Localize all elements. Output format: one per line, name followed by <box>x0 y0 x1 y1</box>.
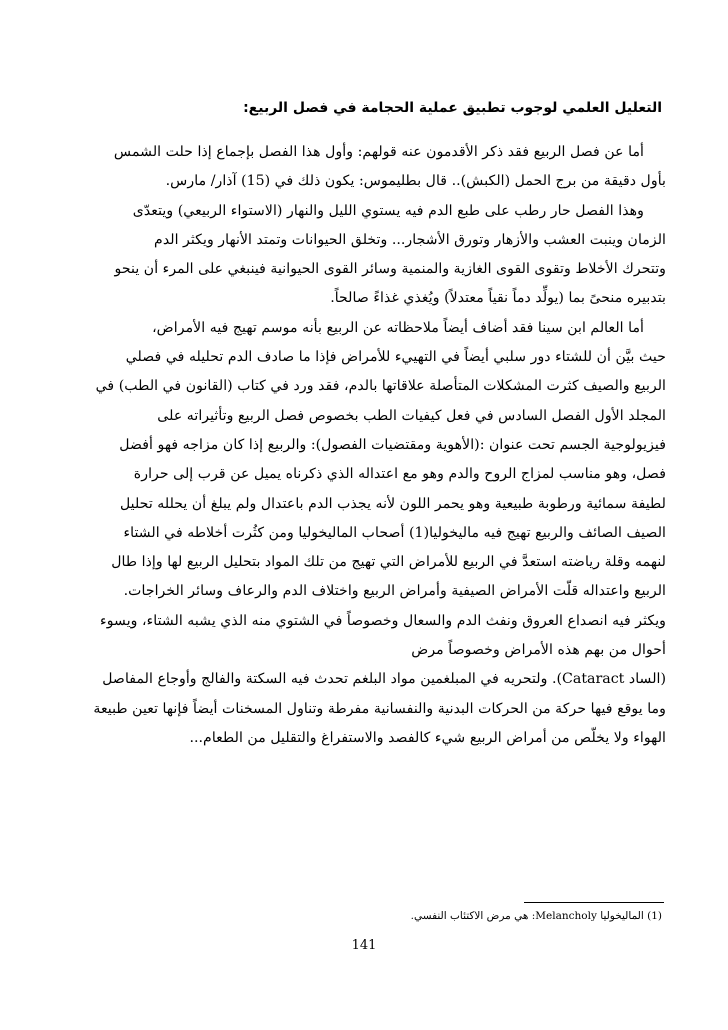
text-line: فيزيولوجية الجسم تحت عنوان :(الأهوية ومقتضيات الفصول): والربيع إذا كان مزاجه فهو أفضل <box>119 436 666 453</box>
text-line: أحوال من بهم هذه الأمراض وخصوصاً مرض <box>411 642 666 659</box>
page-number: 141 <box>351 938 377 953</box>
text-line: الربيع واعتداله قلّت الأمراض الصيفية وأمراض الربيع واختلاف الدم والرعاف وسائر الخراجات. <box>123 583 666 600</box>
text-line: الزمان وينبت العشب والأزهار وتورق الأشجار... وتخلق الحيوانات وتمتد الأنهار ويكثر الدم <box>154 231 666 248</box>
text-line: وما يوقع فيها حركة من الحركات البدنية والنفسانية مفرطة وتناول المسخنات أيضاً فإنها تعين طبيعة <box>93 700 666 717</box>
text-line: أما عن فصل الربيع فقد ذكر الأقدمون عنه قولهم: وأول هذا الفصل بإجماع إذا حلت الشمس <box>113 144 644 160</box>
text-line: ويكثر فيه انصداع العروق ونفث الدم والسعال وخصوصاً في الشتوي منه الذي يشبه الشتاء، ويسوء <box>100 612 666 629</box>
text-line: بتدبيره منحىً بما (يولِّد دماً نقياً معتدلاً) ويُغذي غذاءً صالحاً. <box>330 290 666 307</box>
footnote-divider <box>524 902 664 903</box>
text-line: فصل، وهو مناسب لمزاج الروح والدم وهو مع اعتداله الذي ذكرناه يميل عن قرب إلى حرارة <box>133 466 666 483</box>
text-line: المجلد الأول الفصل السادس في فعل كيفيات الطب بخصوص فصل الربيع وتأثيراته على <box>157 407 666 424</box>
body-text <box>62 138 666 753</box>
text-line: الربيع والصيف كثرت المشكلات المتأصلة علاقاتها بالدم، فقد ورد في كتاب (القانون في الطب) في <box>95 378 666 395</box>
text-line: وتتحرك الأخلاط وتقوى القوى الغازية والمنمية وسائر القوى الحيوانية فينبغي على المرء أن ينحو <box>114 261 666 278</box>
section-title: التعليل العلمي لوجوب تطبيق عملية الحجامة في فصل الربيع: <box>243 100 662 116</box>
text-line: أما العالم ابن سينا فقد أضاف أيضاً ملاحظاته عن الربيع بأنه موسم تهيج فيه الأمراض، <box>152 319 644 336</box>
text-line: (الساد Cataract). ولتحريه في المبلغمين مواد البلغم تحدث فيه السكتة والفالج وأوجاع المفاصل <box>102 671 666 688</box>
footnote: (1) الماليخوليا Melancholy: هي مرض الاكتئاب النفسي. <box>410 910 662 922</box>
text-line: حيث بيَّن أن للشتاء دور سلبي أيضاً في التهييء للأمراض فإذا ما صادف الدم تحليله في فصلي <box>125 349 666 366</box>
text-line: لطيفة سمائية ورطوبة طبيعية وهو يحمر اللون لأنه يجذب الدم باعتدال ولم يبلغ أن يحلله تحليل <box>119 495 666 512</box>
text-line: لنهمه وقلة رياضته استعدَّ في الربيع للأمراض التي تهيج من تلك المواد بتحليل الربيع لها وإذا طال <box>111 554 666 571</box>
text-line: الصيف الصائف والربيع تهيج فيه ماليخوليا(1) أصحاب الماليخوليا ومن كثُرت أخلاطه في الشتاء <box>123 524 666 541</box>
text-line: بأول دقيقة من برج الحمل (الكبش).. قال بطليموس: يكون ذلك في (15) آذار/ مارس. <box>165 173 666 190</box>
text-line: الهواء ولا يخلّص من أمراض الربيع شيء كالفصد والاستفراغ والتقليل من الطعام... <box>189 729 666 746</box>
text-line: وهذا الفصل حار رطب على طبع الدم فيه يستوي الليل والنهار (الاستواء الربيعي) ويتعدّى <box>132 202 644 219</box>
